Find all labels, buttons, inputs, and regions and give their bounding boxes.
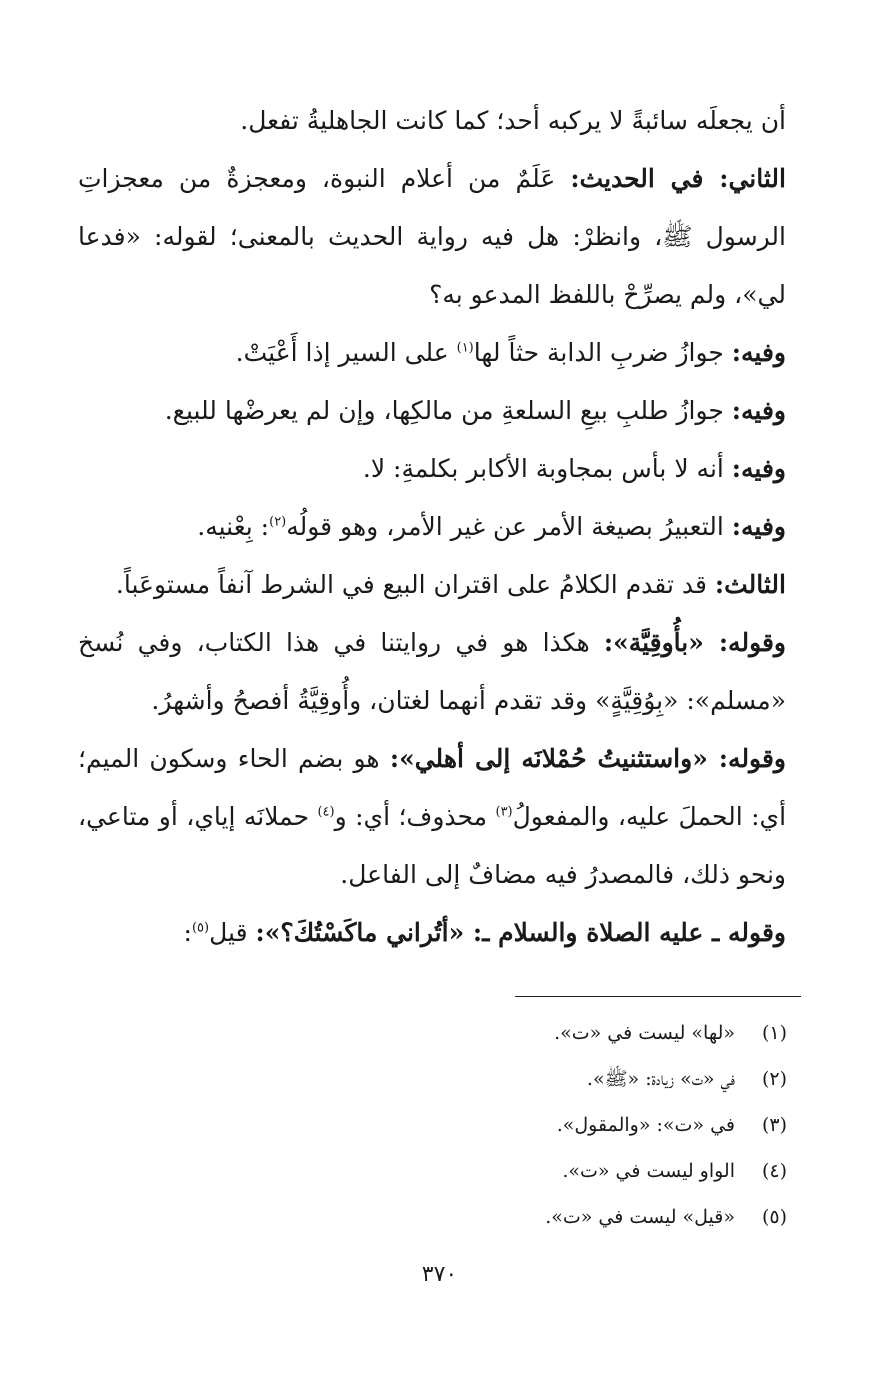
footnote-number: (١) — [761, 1022, 787, 1044]
paragraph-6 — [78, 498, 786, 556]
paragraph-lead: وفيه: — [731, 512, 786, 541]
paragraph-4 — [78, 382, 786, 440]
footnote-number: (٢) — [761, 1068, 787, 1090]
paragraph-lead: الثاني: في الحديث: — [570, 164, 786, 193]
footnote-text: الواو ليست في «ت». — [562, 1160, 735, 1182]
footnotes — [187, 1010, 787, 1240]
paragraph-1 — [78, 92, 786, 150]
footnote-item — [187, 1148, 787, 1194]
paragraph-8 — [78, 614, 786, 730]
footnote-item — [187, 1056, 787, 1102]
paragraph-text: قيل — [209, 918, 256, 947]
paragraph-text: عَلَمٌ من أعلام النبوة، ومعجزةٌ من معجزاتِ الرسول ﷺ، وانظرْ: هل فيه رواية الحديث بالمعنى؛ لقوله: «فدعا لي»، ولم يصرِّحْ باللفظ المدعو به؟ — [78, 164, 786, 309]
footnote-text: في «ت» زيادة: «ﷺ». — [586, 1068, 735, 1090]
paragraph-lead: وقوله ـ عليه الصلاة والسلام ـ: «أتُراني ماكَسْتُكَ؟»: — [255, 918, 786, 947]
footnote-text: «قيل» ليست في «ت». — [545, 1206, 735, 1228]
paragraph-text: هو بضم الحاء وسكون الميم؛ أي: الحملَ عليه، والمفعولُ — [78, 744, 787, 831]
paragraph-lead: وقوله: «بأُوقِيَّة»: — [603, 628, 787, 657]
footnote-item — [187, 1010, 787, 1056]
paragraph-2 — [78, 150, 786, 324]
footnote-item — [187, 1194, 787, 1240]
paragraph-tail: : بِعْنيه. — [197, 512, 270, 541]
footnote-item — [187, 1102, 787, 1148]
paragraph-text: أن يجعلَه سائبةً لا يركبه أحد؛ كما كانت الجاهليةُ تفعل. — [240, 106, 786, 135]
paragraph-text: التعبيرُ بصيغة الأمر عن غير الأمر، وهو قولُه — [286, 512, 732, 541]
footnote-ref-5[interactable]: (٥) — [191, 920, 210, 936]
paragraph-text: جوازُ طلبِ بيعِ السلعةِ من مالكِها، وإن لم يعرضْها للبيع. — [164, 396, 732, 425]
footnote-ref-2[interactable]: (٢) — [269, 514, 287, 530]
paragraph-text: أنه لا بأس بمجاوبة الأكابر بكلمةِ: لا. — [362, 454, 732, 483]
footnote-ref-3[interactable]: (٣) — [495, 804, 513, 820]
paragraph-text: هكذا هو في روايتنا في هذا الكتاب، وفي نُسخ «مسلم»: «بِوُقِيَّةٍ» وقد تقدم أنهما لغتان، وأُوقِيَّةُ أفصحُ وأشهرُ. — [78, 628, 786, 715]
page-number: ٣٧٠ — [421, 1262, 458, 1287]
paragraph-tail: حملانَه إياي، أو متاعي، ونحو ذلك، فالمصدرُ فيه مضافٌ إلى الفاعل. — [78, 802, 786, 889]
paragraph-tail: على السير إذا أَعْيَتْ. — [235, 338, 457, 367]
paragraph-3 — [78, 324, 786, 382]
main-text — [78, 92, 786, 962]
footnote-text: «لها» ليست في «ت». — [554, 1022, 735, 1044]
paragraph-9 — [78, 730, 786, 904]
footnote-text: في «ت»: «والمقول». — [556, 1114, 735, 1136]
paragraph-5 — [78, 440, 786, 498]
paragraph-text: جوازُ ضربِ الدابة حثاً لها — [473, 338, 732, 367]
paragraph-lead: وفيه: — [731, 454, 786, 483]
paragraph-lead: الثالث: — [714, 570, 786, 599]
paragraph-text: قد تقدم الكلامُ على اقتران البيع في الشرط آنفاً مستوعَباً. — [115, 570, 715, 599]
footnote-ref-4[interactable]: (٤) — [317, 804, 335, 820]
paragraph-10 — [78, 904, 786, 962]
paragraph-tail: : — [183, 918, 192, 947]
footnote-number: (٥) — [761, 1206, 787, 1228]
paragraph-7 — [78, 556, 786, 614]
paragraph-tail: محذوف؛ أي: و — [334, 802, 496, 831]
footnote-divider — [515, 996, 801, 997]
paragraph-lead: وفيه: — [731, 338, 786, 367]
paragraph-lead: وفيه: — [731, 396, 786, 425]
footnote-number: (٤) — [761, 1160, 787, 1182]
footnote-number: (٣) — [761, 1114, 787, 1136]
paragraph-lead: وقوله: «واستثنيتُ حُمْلانَه إلى أهلي»: — [389, 744, 786, 773]
footnote-ref-1[interactable]: (١) — [456, 340, 474, 356]
